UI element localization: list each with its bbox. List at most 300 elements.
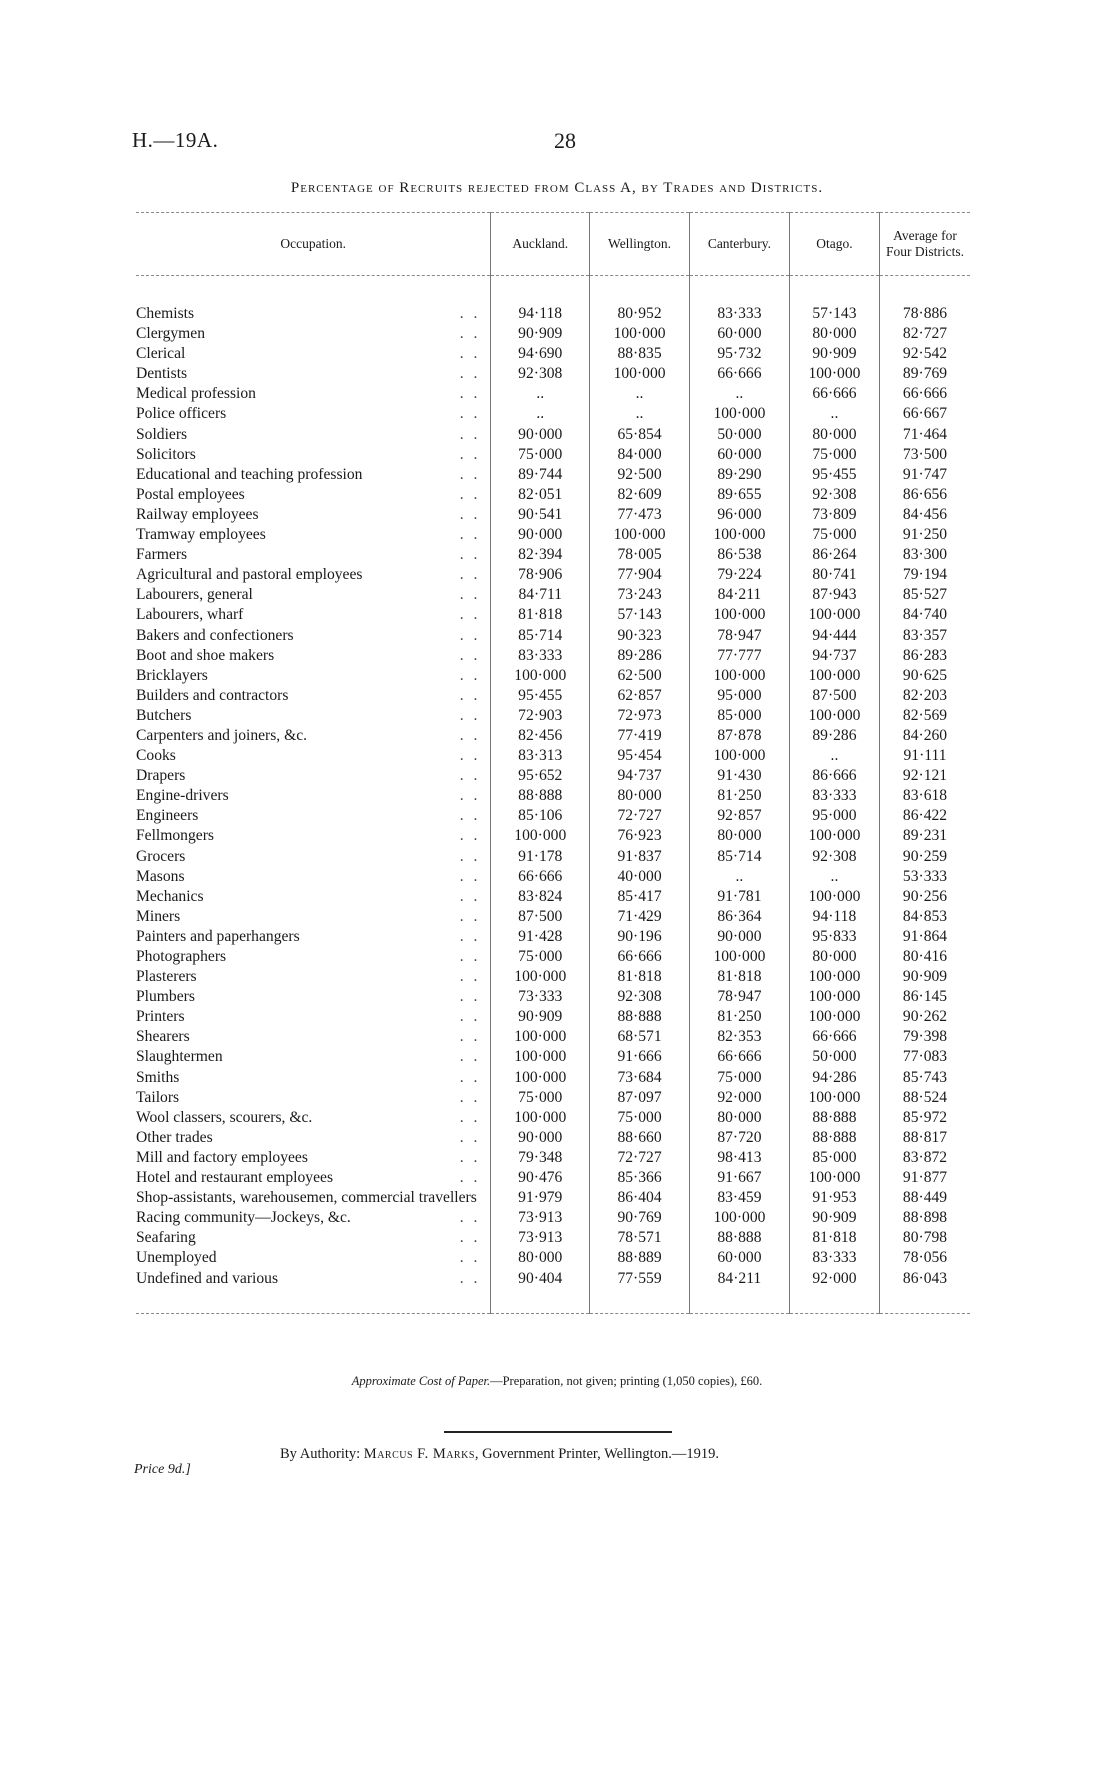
leader-dots: . . [459, 1048, 481, 1066]
wellington-value: 94·737 [590, 766, 690, 786]
auckland-value: 90·909 [491, 1007, 590, 1027]
leader-dots: . . [459, 867, 481, 885]
leader-dots: . . [459, 1229, 481, 1247]
canterbury-value: 91·430 [689, 766, 789, 786]
leader-dots: . . [459, 968, 481, 986]
leader-dots: . . [459, 1068, 481, 1086]
otago-value: 92·308 [789, 485, 879, 505]
table-row [136, 867, 970, 887]
authority-line [280, 1446, 719, 1463]
occupation-cell [136, 706, 491, 726]
canterbury-value: 66·666 [689, 364, 789, 384]
auckland-value: 100·000 [491, 1027, 590, 1047]
column-header-canterbury: Canterbury. [689, 213, 789, 276]
otago-value: 86·264 [789, 545, 879, 565]
average-value: 66·667 [880, 404, 970, 424]
occupation-label: Mill and factory employees [136, 1148, 308, 1166]
occupation-label: Farmers [136, 546, 188, 564]
wellington-value: 65·854 [590, 425, 690, 445]
occupation-label: Chemists [136, 305, 195, 322]
occupation-label: Miners [136, 907, 181, 925]
table-row [136, 766, 970, 786]
wellington-value: 90·323 [590, 626, 690, 646]
column-header-wellington: Wellington. [590, 213, 690, 276]
auckland-value: 75·000 [491, 947, 590, 967]
otago-value: 66·666 [789, 1027, 879, 1047]
table-row [136, 605, 970, 625]
otago-value: 100·000 [789, 1007, 879, 1027]
auckland-value: 84·711 [491, 585, 590, 605]
occupation-cell [136, 1027, 491, 1047]
occupation-label: Fellmongers [136, 827, 214, 845]
otago-value: .. [789, 867, 879, 887]
leader-dots: . . [459, 847, 481, 865]
wellington-value: 76·923 [590, 826, 690, 846]
wellington-value: 100·000 [590, 324, 690, 344]
canterbury-value: 60·000 [689, 1248, 789, 1268]
leader-dots: . . [459, 988, 481, 1006]
occupation-cell [136, 605, 491, 625]
occupation-cell [136, 867, 491, 887]
otago-value: 100·000 [789, 826, 879, 846]
table-row [136, 1047, 970, 1067]
average-value: 88·449 [880, 1188, 970, 1208]
average-value: 84·260 [880, 726, 970, 746]
average-value: 86·145 [880, 987, 970, 1007]
average-value: 82·203 [880, 686, 970, 706]
table-header [136, 213, 970, 276]
average-value: 91·747 [880, 465, 970, 485]
footer-rule [444, 1431, 672, 1433]
canterbury-value: 100·000 [689, 947, 789, 967]
otago-value: 100·000 [789, 1088, 879, 1108]
canterbury-value: 79·224 [689, 565, 789, 585]
average-value: 90·909 [880, 967, 970, 987]
occupation-cell [136, 1248, 491, 1268]
wellington-value: 71·429 [590, 907, 690, 927]
canterbury-value: 85·000 [689, 706, 789, 726]
wellington-value: 77·473 [590, 505, 690, 525]
average-value: 71·464 [880, 425, 970, 445]
canterbury-value: 85·714 [689, 847, 789, 867]
canterbury-value: 77·777 [689, 646, 789, 666]
auckland-value: 90·000 [491, 425, 590, 445]
occupation-label: Medical profession [136, 385, 256, 403]
otago-value: 94·286 [789, 1068, 879, 1088]
leader-dots: . . [459, 1249, 481, 1267]
average-value: 91·111 [880, 746, 970, 766]
average-value: 83·618 [880, 786, 970, 806]
occupation-cell [136, 726, 491, 746]
canterbury-value: 86·364 [689, 907, 789, 927]
otago-value: 90·909 [789, 344, 879, 364]
otago-value: 87·943 [789, 585, 879, 605]
canterbury-value: 90·000 [689, 927, 789, 947]
wellington-value: 73·243 [590, 585, 690, 605]
occupation-label: Builders and contractors [136, 686, 289, 704]
average-value: 79·398 [880, 1027, 970, 1047]
otago-value: 100·000 [789, 706, 879, 726]
occupation-cell [136, 766, 491, 786]
rejection-table [136, 212, 970, 1314]
auckland-value: 82·456 [491, 726, 590, 746]
average-value: 90·256 [880, 887, 970, 907]
average-value: 85·972 [880, 1108, 970, 1128]
auckland-value: 91·979 [491, 1188, 590, 1208]
cost-label: Approximate Cost of Paper. [351, 1374, 491, 1388]
occupation-cell [136, 826, 491, 846]
leader-dots: . . [459, 526, 481, 544]
wellington-value: 80·952 [590, 276, 690, 325]
occupation-label: Bricklayers [136, 666, 208, 684]
leader-dots: . . [459, 505, 481, 523]
wellington-value: .. [590, 384, 690, 404]
leader-dots: . . [459, 586, 481, 604]
wellington-value: 81·818 [590, 967, 690, 987]
wellington-value: 100·000 [590, 364, 690, 384]
occupation-cell [136, 585, 491, 605]
auckland-value: 73·913 [491, 1228, 590, 1248]
wellington-value: 88·888 [590, 1007, 690, 1027]
canterbury-value: 80·000 [689, 1108, 789, 1128]
occupation-label: Dentists [136, 365, 188, 383]
wellington-value: 88·889 [590, 1248, 690, 1268]
table-row [136, 1088, 970, 1108]
canterbury-value: 100·000 [689, 1208, 789, 1228]
wellington-value: 72·727 [590, 1148, 690, 1168]
occupation-cell [136, 806, 491, 826]
occupation-cell [136, 1148, 491, 1168]
canterbury-value: 91·781 [689, 887, 789, 907]
table-row [136, 786, 970, 806]
otago-value: .. [789, 404, 879, 424]
average-value: 53·333 [880, 867, 970, 887]
occupation-label: Engineers [136, 807, 199, 825]
wellington-value: 78·571 [590, 1228, 690, 1248]
otago-value: 94·118 [789, 907, 879, 927]
wellington-value: 87·097 [590, 1088, 690, 1108]
leader-dots: . . [459, 747, 481, 765]
otago-value: 95·455 [789, 465, 879, 485]
occupation-label: Bakers and confectioners [136, 626, 294, 644]
occupation-cell [136, 485, 491, 505]
leader-dots: . . [459, 1269, 481, 1287]
auckland-value: 94·118 [491, 276, 590, 325]
canterbury-value: 98·413 [689, 1148, 789, 1168]
average-value: 86·043 [880, 1269, 970, 1314]
average-value: 88·524 [880, 1088, 970, 1108]
otago-value: 89·286 [789, 726, 879, 746]
wellington-value: 66·666 [590, 947, 690, 967]
occupation-cell [136, 1228, 491, 1248]
average-value: 86·656 [880, 485, 970, 505]
auckland-value: 87·500 [491, 907, 590, 927]
table-row [136, 324, 970, 344]
leader-dots: . . [459, 305, 481, 322]
canterbury-value: 83·459 [689, 1188, 789, 1208]
otago-value: 92·308 [789, 847, 879, 867]
otago-value: 80·000 [789, 425, 879, 445]
otago-value: 100·000 [789, 967, 879, 987]
table-row [136, 847, 970, 867]
leader-dots: . . [459, 726, 481, 744]
auckland-value: 90·000 [491, 1128, 590, 1148]
auckland-value: 75·000 [491, 1088, 590, 1108]
table-row [136, 947, 970, 967]
table-row [136, 1007, 970, 1027]
table-row [136, 826, 970, 846]
average-value: 91·877 [880, 1168, 970, 1188]
column-header-occupation: Occupation. [136, 213, 491, 276]
average-value: 91·250 [880, 525, 970, 545]
canterbury-value: 92·857 [689, 806, 789, 826]
table-row [136, 505, 970, 525]
table-body [136, 276, 970, 1314]
wellington-value: 90·196 [590, 927, 690, 947]
average-value: 85·527 [880, 585, 970, 605]
occupation-cell [136, 276, 491, 325]
otago-value: 75·000 [789, 445, 879, 465]
canterbury-value: 80·000 [689, 826, 789, 846]
otago-value: 91·953 [789, 1188, 879, 1208]
canterbury-value: 92·000 [689, 1088, 789, 1108]
canterbury-value: 100·000 [689, 746, 789, 766]
average-value: 84·456 [880, 505, 970, 525]
otago-value: 83·333 [789, 1248, 879, 1268]
occupation-cell [136, 1168, 491, 1188]
average-value: 85·743 [880, 1068, 970, 1088]
wellington-value: 85·366 [590, 1168, 690, 1188]
auckland-value: 83·333 [491, 646, 590, 666]
occupation-cell [136, 646, 491, 666]
otago-value: 86·666 [789, 766, 879, 786]
auckland-value: 91·178 [491, 847, 590, 867]
average-value: 73·500 [880, 445, 970, 465]
otago-value: 88·888 [789, 1108, 879, 1128]
table-row [136, 525, 970, 545]
wellington-value: 78·005 [590, 545, 690, 565]
leader-dots: . . [459, 646, 481, 664]
otago-value: 100·000 [789, 987, 879, 1007]
occupation-cell [136, 364, 491, 384]
wellington-value: 85·417 [590, 887, 690, 907]
auckland-value: 92·308 [491, 364, 590, 384]
leader-dots: . . [459, 365, 481, 383]
occupation-cell [136, 384, 491, 404]
occupation-label: Plasterers [136, 968, 197, 986]
occupation-label: Cooks [136, 747, 176, 765]
auckland-value: 88·888 [491, 786, 590, 806]
average-value: 78·886 [880, 276, 970, 325]
occupation-cell [136, 666, 491, 686]
cost-text: —Preparation, not given; printing (1,050 copies), £60. [490, 1374, 763, 1388]
auckland-value: 81·818 [491, 605, 590, 625]
leader-dots: . . [459, 345, 481, 363]
occupation-label: Police officers [136, 405, 227, 423]
occupation-cell [136, 1128, 491, 1148]
otago-value: 81·818 [789, 1228, 879, 1248]
leader-dots: . . [459, 706, 481, 724]
table-row [136, 1148, 970, 1168]
canterbury-value: 81·250 [689, 786, 789, 806]
table-row [136, 545, 970, 565]
leader-dots: . . [459, 827, 481, 845]
leader-dots: . . [459, 385, 481, 403]
otago-value: 66·666 [789, 384, 879, 404]
occupation-label: Seafaring [136, 1229, 196, 1247]
table-row [136, 1269, 970, 1314]
occupation-cell [136, 525, 491, 545]
wellington-value: 88·835 [590, 344, 690, 364]
canterbury-value: 81·250 [689, 1007, 789, 1027]
occupation-cell [136, 1088, 491, 1108]
auckland-value: 90·000 [491, 525, 590, 545]
otago-value: 87·500 [789, 686, 879, 706]
occupation-cell [136, 947, 491, 967]
occupation-label: Butchers [136, 706, 192, 724]
occupation-label: Unemployed [136, 1249, 217, 1267]
leader-dots: . . [459, 666, 481, 684]
price-note [134, 1462, 191, 1478]
table-row [136, 404, 970, 424]
table-row [136, 907, 970, 927]
auckland-value: 91·428 [491, 927, 590, 947]
occupation-label: Photographers [136, 948, 227, 965]
average-value: 89·231 [880, 826, 970, 846]
page-number: 28 [554, 128, 576, 153]
wellington-value: 91·837 [590, 847, 690, 867]
wellington-value: 62·500 [590, 666, 690, 686]
auckland-value: 66·666 [491, 867, 590, 887]
auckland-value: 94·690 [491, 344, 590, 364]
canterbury-value: 78·947 [689, 987, 789, 1007]
wellington-value: 100·000 [590, 525, 690, 545]
canterbury-value: 100·000 [689, 525, 789, 545]
wellington-value: 77·559 [590, 1269, 690, 1314]
occupation-label: Labourers, general [136, 586, 253, 604]
leader-dots: . . [459, 887, 481, 905]
wellington-value: 73·684 [590, 1068, 690, 1088]
leader-dots: . . [459, 546, 481, 564]
price-text: Price 9d.] [134, 1462, 191, 1477]
auckland-value: 83·313 [491, 746, 590, 766]
table-row [136, 726, 970, 746]
auckland-value: 100·000 [491, 967, 590, 987]
occupation-label: Educational and teaching profession [136, 465, 363, 483]
otago-value: 100·000 [789, 666, 879, 686]
canterbury-value: 86·538 [689, 545, 789, 565]
average-value: 84·853 [880, 907, 970, 927]
occupation-label: Postal employees [136, 485, 245, 503]
occupation-cell [136, 1047, 491, 1067]
leader-dots: . . [459, 1169, 481, 1187]
auckland-value: 80·000 [491, 1248, 590, 1268]
auckland-value: 100·000 [491, 826, 590, 846]
canterbury-value: 84·211 [689, 585, 789, 605]
table-row [136, 565, 970, 585]
auckland-value: 100·000 [491, 666, 590, 686]
canterbury-value: 50·000 [689, 425, 789, 445]
otago-value: 94·737 [789, 646, 879, 666]
authority-suffix: , Government Printer, Wellington.—1919. [474, 1446, 719, 1462]
otago-value: 90·909 [789, 1208, 879, 1228]
otago-value: 100·000 [789, 1168, 879, 1188]
cost-note [0, 1374, 1114, 1389]
wellington-value: 88·660 [590, 1128, 690, 1148]
occupation-label: Masons [136, 867, 185, 885]
average-value: 79·194 [880, 565, 970, 585]
leader-dots: . . [459, 1008, 481, 1026]
table-row [136, 806, 970, 826]
otago-value: 80·741 [789, 565, 879, 585]
wellington-value: 82·609 [590, 485, 690, 505]
wellington-value: 72·973 [590, 706, 690, 726]
table-row [136, 364, 970, 384]
document-reference: H.—19A. [132, 128, 219, 152]
occupation-label: Mechanics [136, 887, 204, 905]
table-row [136, 445, 970, 465]
otago-value: 88·888 [789, 1128, 879, 1148]
auckland-value: 83·824 [491, 887, 590, 907]
occupation-cell [136, 1269, 491, 1314]
auckland-value: 95·455 [491, 686, 590, 706]
occupation-cell [136, 565, 491, 585]
auckland-value: 100·000 [491, 1108, 590, 1128]
average-value: 90·259 [880, 847, 970, 867]
auckland-value: 82·394 [491, 545, 590, 565]
average-value: 66·666 [880, 384, 970, 404]
occupation-cell [136, 344, 491, 364]
otago-value: 80·000 [789, 324, 879, 344]
table-row [136, 465, 970, 485]
average-value: 91·864 [880, 927, 970, 947]
printer-name: Marcus F. Marks [363, 1446, 475, 1462]
otago-value: 100·000 [789, 605, 879, 625]
occupation-label: Tailors [136, 1088, 180, 1106]
table-row [136, 686, 970, 706]
average-value: 90·625 [880, 666, 970, 686]
leader-dots: . . [459, 1088, 481, 1106]
occupation-label: Undefined and various [136, 1269, 279, 1287]
average-value: 83·357 [880, 626, 970, 646]
occupation-label: Shop-assistants, warehousemen, commercial travellers [136, 1189, 477, 1207]
occupation-cell [136, 847, 491, 867]
canterbury-value: 96·000 [689, 505, 789, 525]
canterbury-value: 60·000 [689, 445, 789, 465]
auckland-value: 82·051 [491, 485, 590, 505]
table-title: Percentage of Recruits rejected from Class A, by Trades and Districts. [290, 180, 824, 196]
canterbury-value: 89·290 [689, 465, 789, 485]
otago-value: 57·143 [789, 276, 879, 325]
wellington-value: 80·000 [590, 786, 690, 806]
auckland-value: 85·714 [491, 626, 590, 646]
occupation-cell [136, 927, 491, 947]
average-value: 83·872 [880, 1148, 970, 1168]
occupation-cell [136, 425, 491, 445]
canterbury-value: 87·878 [689, 726, 789, 746]
wellington-value: 84·000 [590, 445, 690, 465]
leader-dots: . . [459, 405, 481, 423]
occupation-cell [136, 987, 491, 1007]
table-row [136, 746, 970, 766]
auckland-value: 78·906 [491, 565, 590, 585]
occupation-cell [136, 505, 491, 525]
otago-value: 85·000 [789, 1148, 879, 1168]
occupation-label: Smiths [136, 1068, 180, 1086]
occupation-cell [136, 445, 491, 465]
occupation-cell [136, 324, 491, 344]
leader-dots: . . [459, 1028, 481, 1046]
